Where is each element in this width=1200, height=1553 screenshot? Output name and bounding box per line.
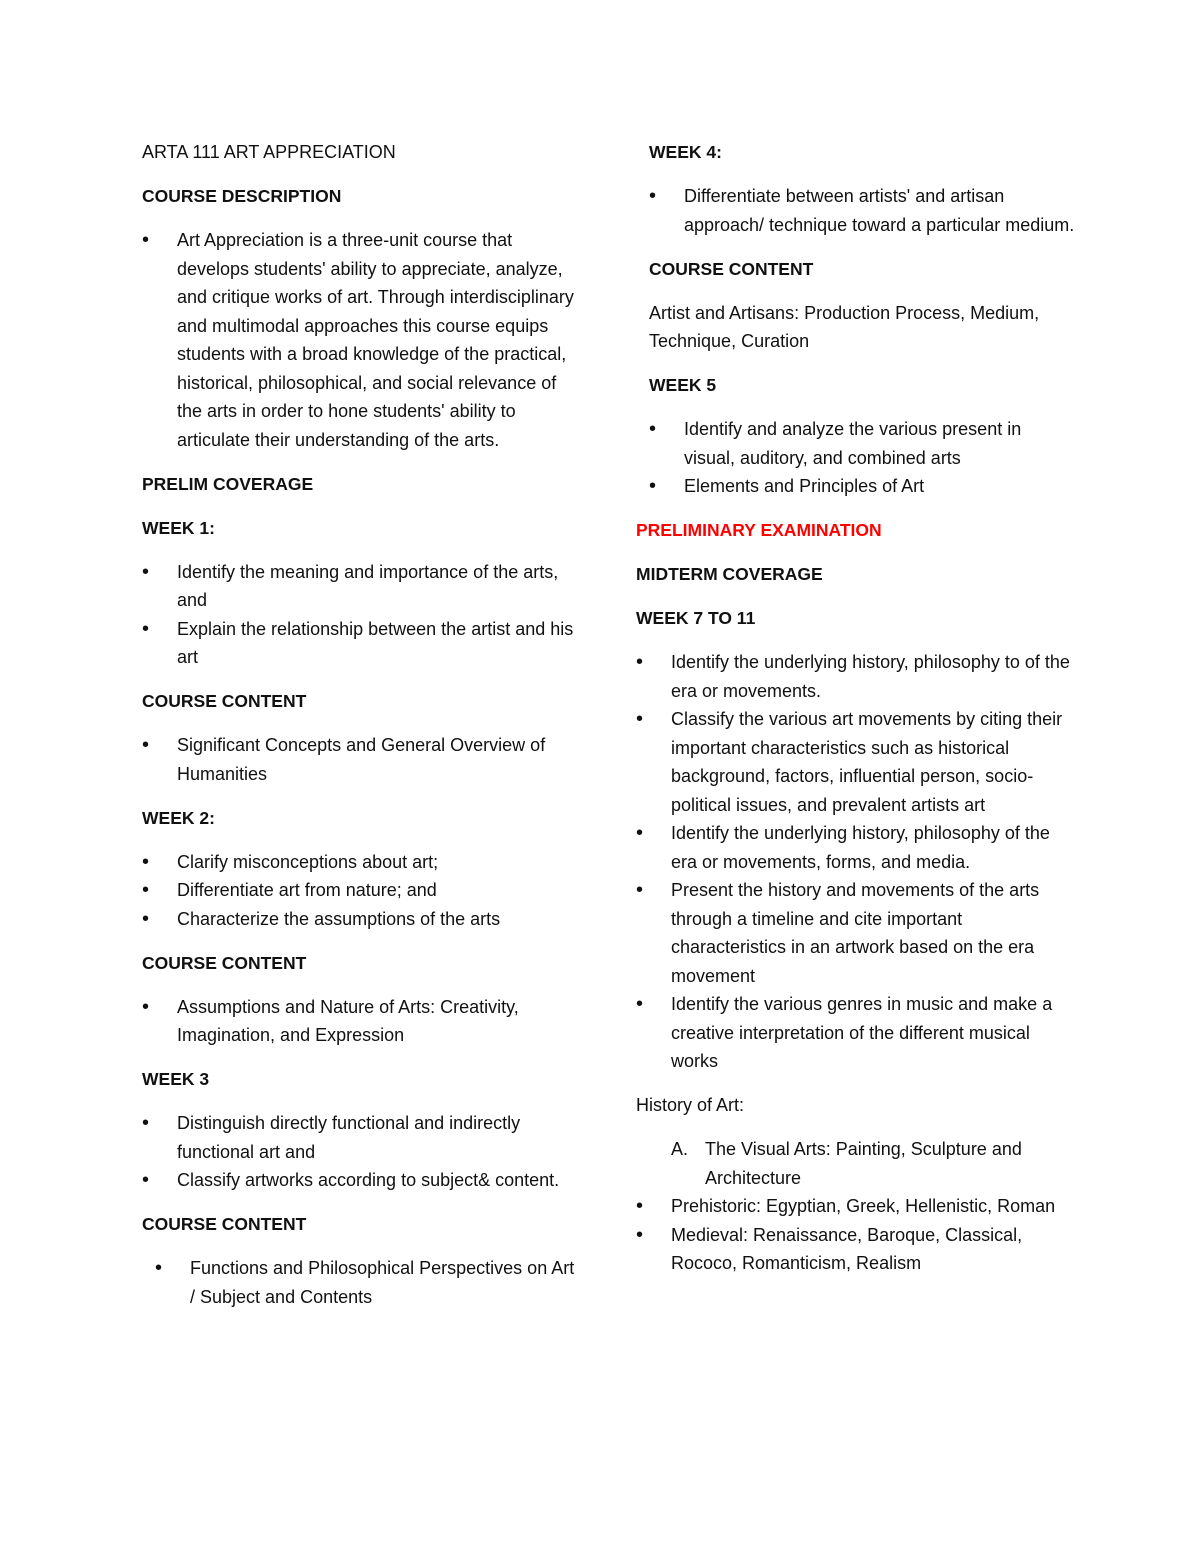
right-column-top <box>649 138 1076 501</box>
week5-heading: WEEK 5 <box>649 375 717 395</box>
list-item: • Identify the meaning and importance of the arts, and <box>142 558 582 615</box>
week5-list <box>649 415 1076 501</box>
week2-heading: WEEK 2: <box>142 807 215 828</box>
list-item <box>636 1135 1076 1192</box>
list-marker: A. <box>671 1139 689 1159</box>
week2-content-list <box>142 993 582 1050</box>
list-item: • Present the history and movements of the arts through a timeline and cite important characteristics in an artwork based on the era movement <box>636 876 1076 990</box>
week4-list <box>649 182 1076 239</box>
list-item: • Classify artworks according to subject& content. <box>142 1166 582 1195</box>
list-item: • Art Appreciation is a three-unit course that develops students' ability to appreciate, analyze, and critique works of art. Through interdisciplinary and multimodal approaches this course equips students with a broad knowledge of the practical, historical, philosophical, and social relevance of the arts in order to hone students' ability to articulate their understanding of the arts. <box>142 226 582 454</box>
week7to11-heading: WEEK 7 TO 11 <box>636 608 756 628</box>
list-item: • Identify and analyze the various present in visual, auditory, and combined arts <box>649 415 1076 472</box>
week1-content-list <box>142 731 582 788</box>
list-item-text: The Visual Arts: Painting, Sculpture and Architecture <box>705 1139 1022 1188</box>
list-item: • Significant Concepts and General Overview of Humanities <box>142 731 582 788</box>
week2-list <box>142 848 582 934</box>
week3-heading: WEEK 3 <box>142 1069 210 1089</box>
week4-content-text: Artist and Artisans: Production Process, Medium, Technique, Curation <box>649 302 1040 351</box>
list-item: • Medieval: Renaissance, Baroque, Classical, Rococo, Romanticism, Realism <box>636 1221 1076 1278</box>
list-item: • Identify the underlying history, philosophy of the era or movements, forms, and media. <box>636 819 1076 876</box>
week2-content-heading: COURSE CONTENT <box>142 952 307 973</box>
prelim-coverage-heading: PRELIM COVERAGE <box>142 473 314 494</box>
list-item: • Clarify misconceptions about art; <box>142 848 582 877</box>
list-item: • Assumptions and Nature of Arts: Creativity, Imagination, and Expression <box>142 993 582 1050</box>
list-item: • Differentiate between artists' and artisan approach/ technique toward a particular medium. <box>649 182 1076 239</box>
week1-heading: WEEK 1: <box>142 517 215 538</box>
history-of-art-list <box>636 1192 1076 1278</box>
list-item: • Characterize the assumptions of the arts <box>142 905 582 934</box>
week7to11-list <box>636 648 1076 1076</box>
history-of-art-heading: History of Art: <box>636 1095 745 1115</box>
list-item: • Functions and Philosophical Perspectives on Art / Subject and Contents <box>155 1254 582 1311</box>
preliminary-examination-label: PRELIMINARY EXAMINATION <box>636 520 882 540</box>
week4-content-heading: COURSE CONTENT <box>649 258 814 279</box>
week3-list <box>142 1109 582 1195</box>
midterm-coverage-heading: MIDTERM COVERAGE <box>636 564 823 584</box>
week3-content-heading: COURSE CONTENT <box>142 1214 307 1234</box>
list-item: • Distinguish directly functional and indirectly functional art and <box>142 1109 582 1166</box>
week3-content-list <box>142 1254 582 1311</box>
left-column <box>142 138 582 1311</box>
list-item: • Prehistoric: Egyptian, Greek, Hellenistic, Roman <box>636 1192 1076 1221</box>
course-description-list <box>142 226 582 454</box>
list-item: • Identify the various genres in music and make a creative interpretation of the different musical works <box>636 990 1076 1076</box>
list-item: • Explain the relationship between the artist and his art <box>142 615 582 672</box>
document-title: ARTA 111 ART APPRECIATION <box>142 142 396 162</box>
week1-list <box>142 558 582 672</box>
list-item: • Elements and Principles of Art <box>649 472 1076 501</box>
week4-heading: WEEK 4: <box>649 142 722 162</box>
course-description-heading: COURSE DESCRIPTION <box>142 186 342 206</box>
list-item: • Identify the underlying history, philosophy to of the era or movements. <box>636 648 1076 705</box>
list-item: • Classify the various art movements by citing their important characteristics such as historical background, factors, influential person, socio-political issues, and prevalent artists art <box>636 705 1076 819</box>
list-item: • Differentiate art from nature; and <box>142 876 582 905</box>
week1-content-heading: COURSE CONTENT <box>142 691 307 711</box>
history-of-art-alpha-list <box>636 1135 1076 1192</box>
right-column <box>636 138 1076 1278</box>
